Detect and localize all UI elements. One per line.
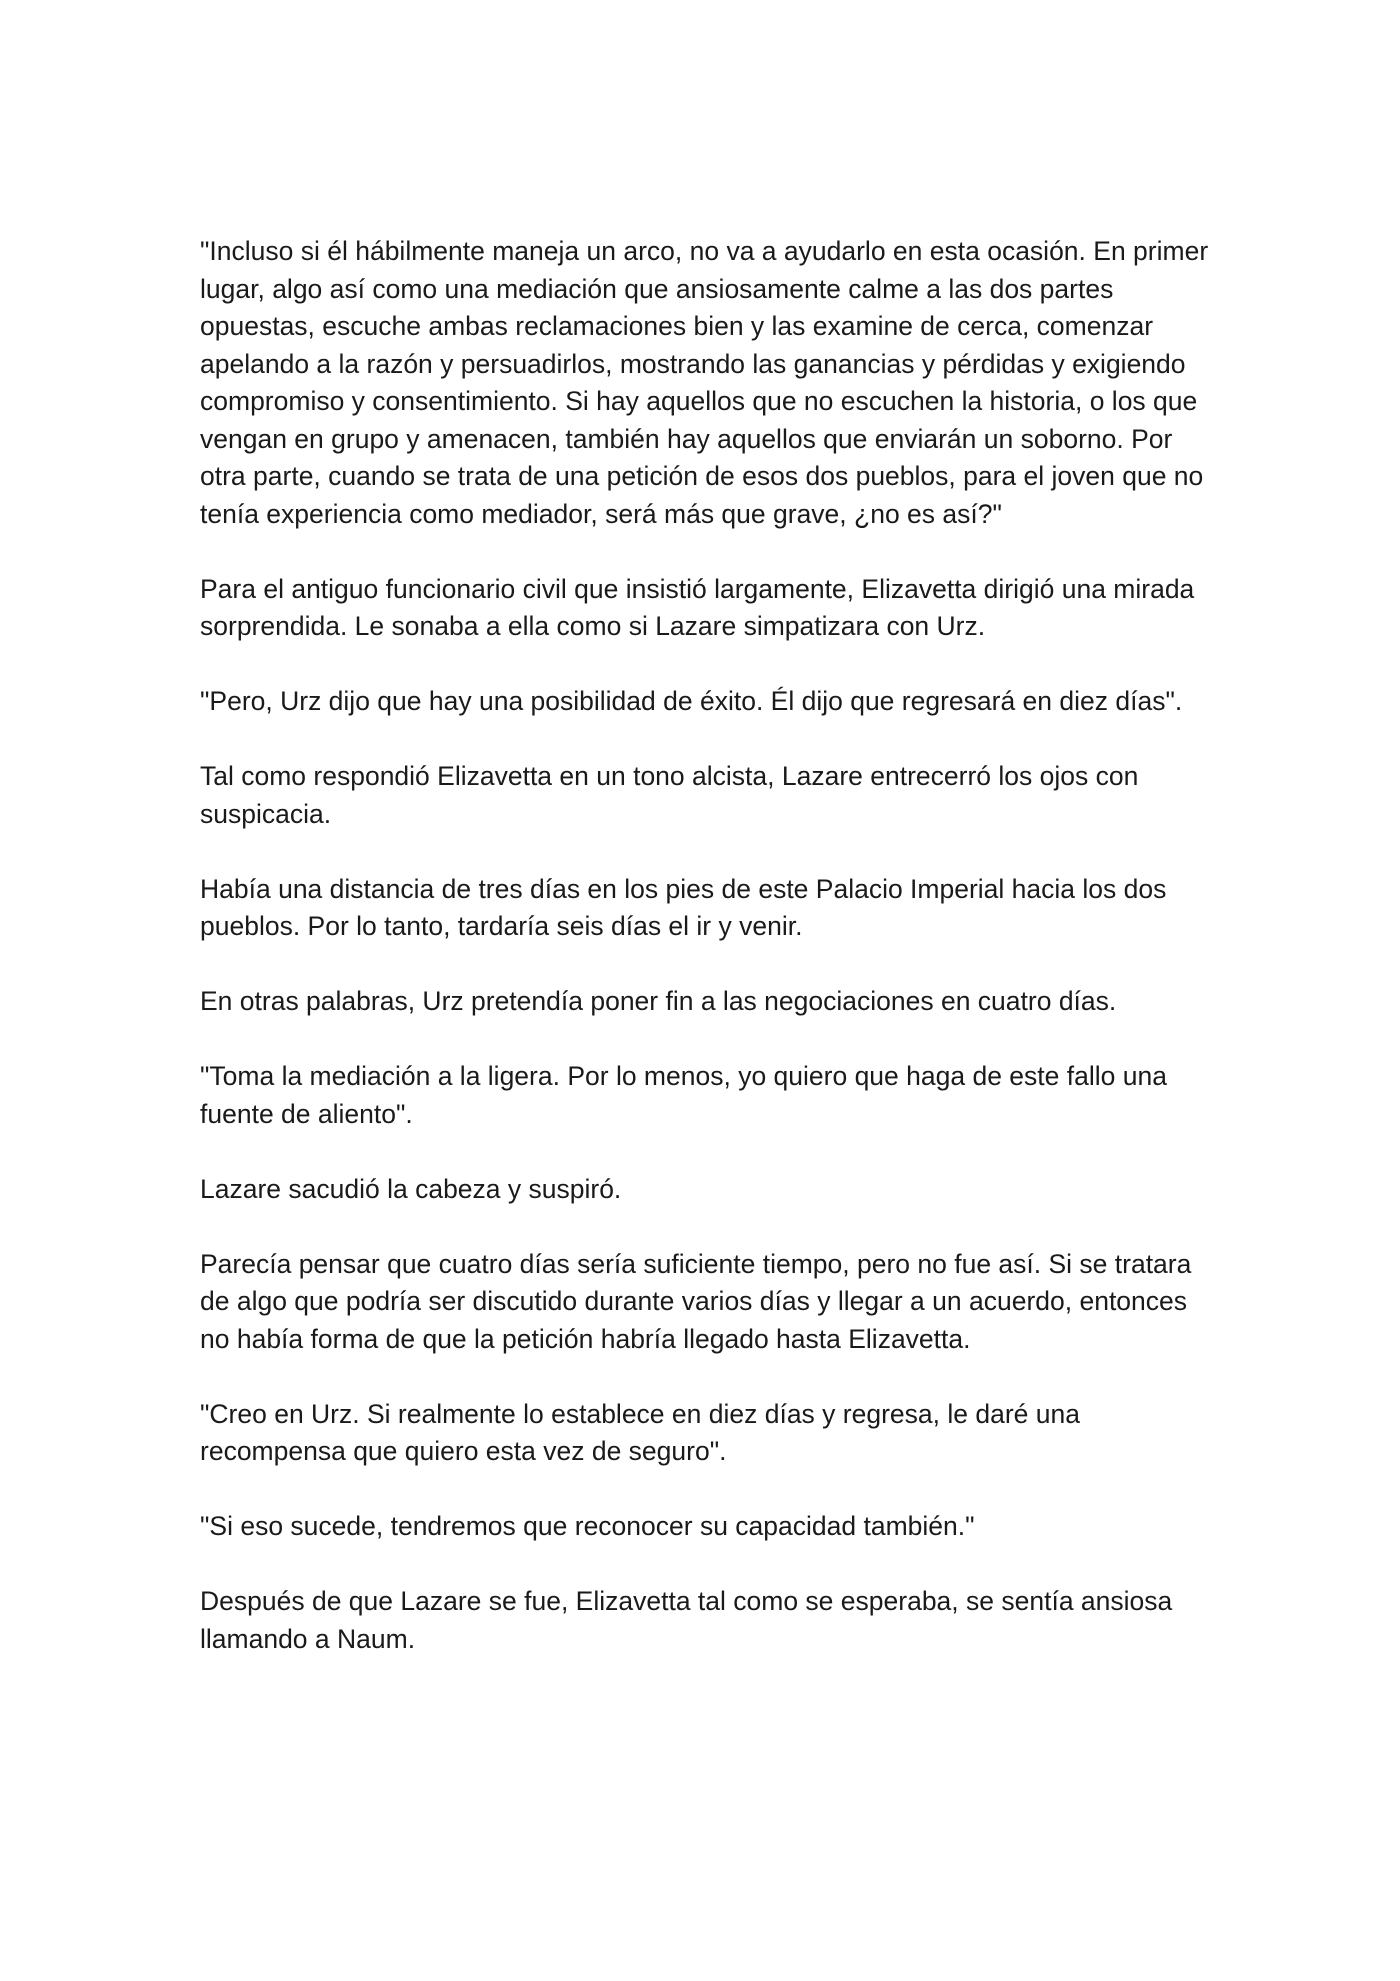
paragraph-3: "Pero, Urz dijo que hay una posibilidad de éxito. Él dijo que regresará en diez días". (200, 686, 1183, 716)
paragraph-4: Tal como respondió Elizavetta en un tono alcista, Lazare entrecerró los ojos con suspicacia. (200, 761, 1139, 829)
paragraph-9: Parecía pensar que cuatro días sería suficiente tiempo, pero no fue así. Si se tratara de algo que podría ser discutido durante varios días y llegar a un acuerdo, entonces no había forma de que la petición habría llegado hasta Elizavetta. (200, 1248, 1192, 1354)
paragraph-2: Para el antiguo funcionario civil que insistió largamente, Elizavetta dirigió una mirada sorprendida. Le sonaba a ella como si Lazare simpatizara con Urz. (200, 573, 1195, 641)
paragraph-11: "Si eso sucede, tendremos que reconocer su capacidad también." (200, 1511, 975, 1541)
paragraph-5: Había una distancia de tres días en los pies de este Palacio Imperial hacia los dos pueblos. Por lo tanto, tardaría seis días el ir y venir. (200, 873, 1167, 941)
document-body (200, 233, 1210, 1658)
paragraph-6: En otras palabras, Urz pretendía poner fin a las negociaciones en cuatro días. (200, 986, 1117, 1016)
paragraph-7: "Toma la mediación a la ligera. Por lo menos, yo quiero que haga de este fallo una fuente de aliento". (200, 1061, 1167, 1129)
paragraph-10: "Creo en Urz. Si realmente lo establece en diez días y regresa, le daré una recompensa que quiero esta vez de seguro". (200, 1398, 1080, 1466)
paragraph-1: "Incluso si él hábilmente maneja un arco, no va a ayudarlo en esta ocasión. En primer lugar, algo así como una mediación que ansiosamente calme a las dos partes opuestas, escuche ambas reclamaciones bien y las examine de cerca, comenzar apelando a la razón y persuadirlos, mostrando las ganancias y pérdidas y exigiendo compromiso y consentimiento. Si hay aquellos que no escuchen la historia, o los que vengan en grupo y amenacen, también hay aquellos que enviarán un soborno. Por otra parte, cuando se trata de una petición de esos dos pueblos, para el joven que no tenía experiencia como mediador, será más que grave, ¿no es así?" (200, 236, 1209, 529)
paragraph-12: Después de que Lazare se fue, Elizavetta tal como se esperaba, se sentía ansiosa llamando a Naum. (200, 1586, 1173, 1654)
paragraph-8: Lazare sacudió la cabeza y suspiró. (200, 1173, 622, 1204)
